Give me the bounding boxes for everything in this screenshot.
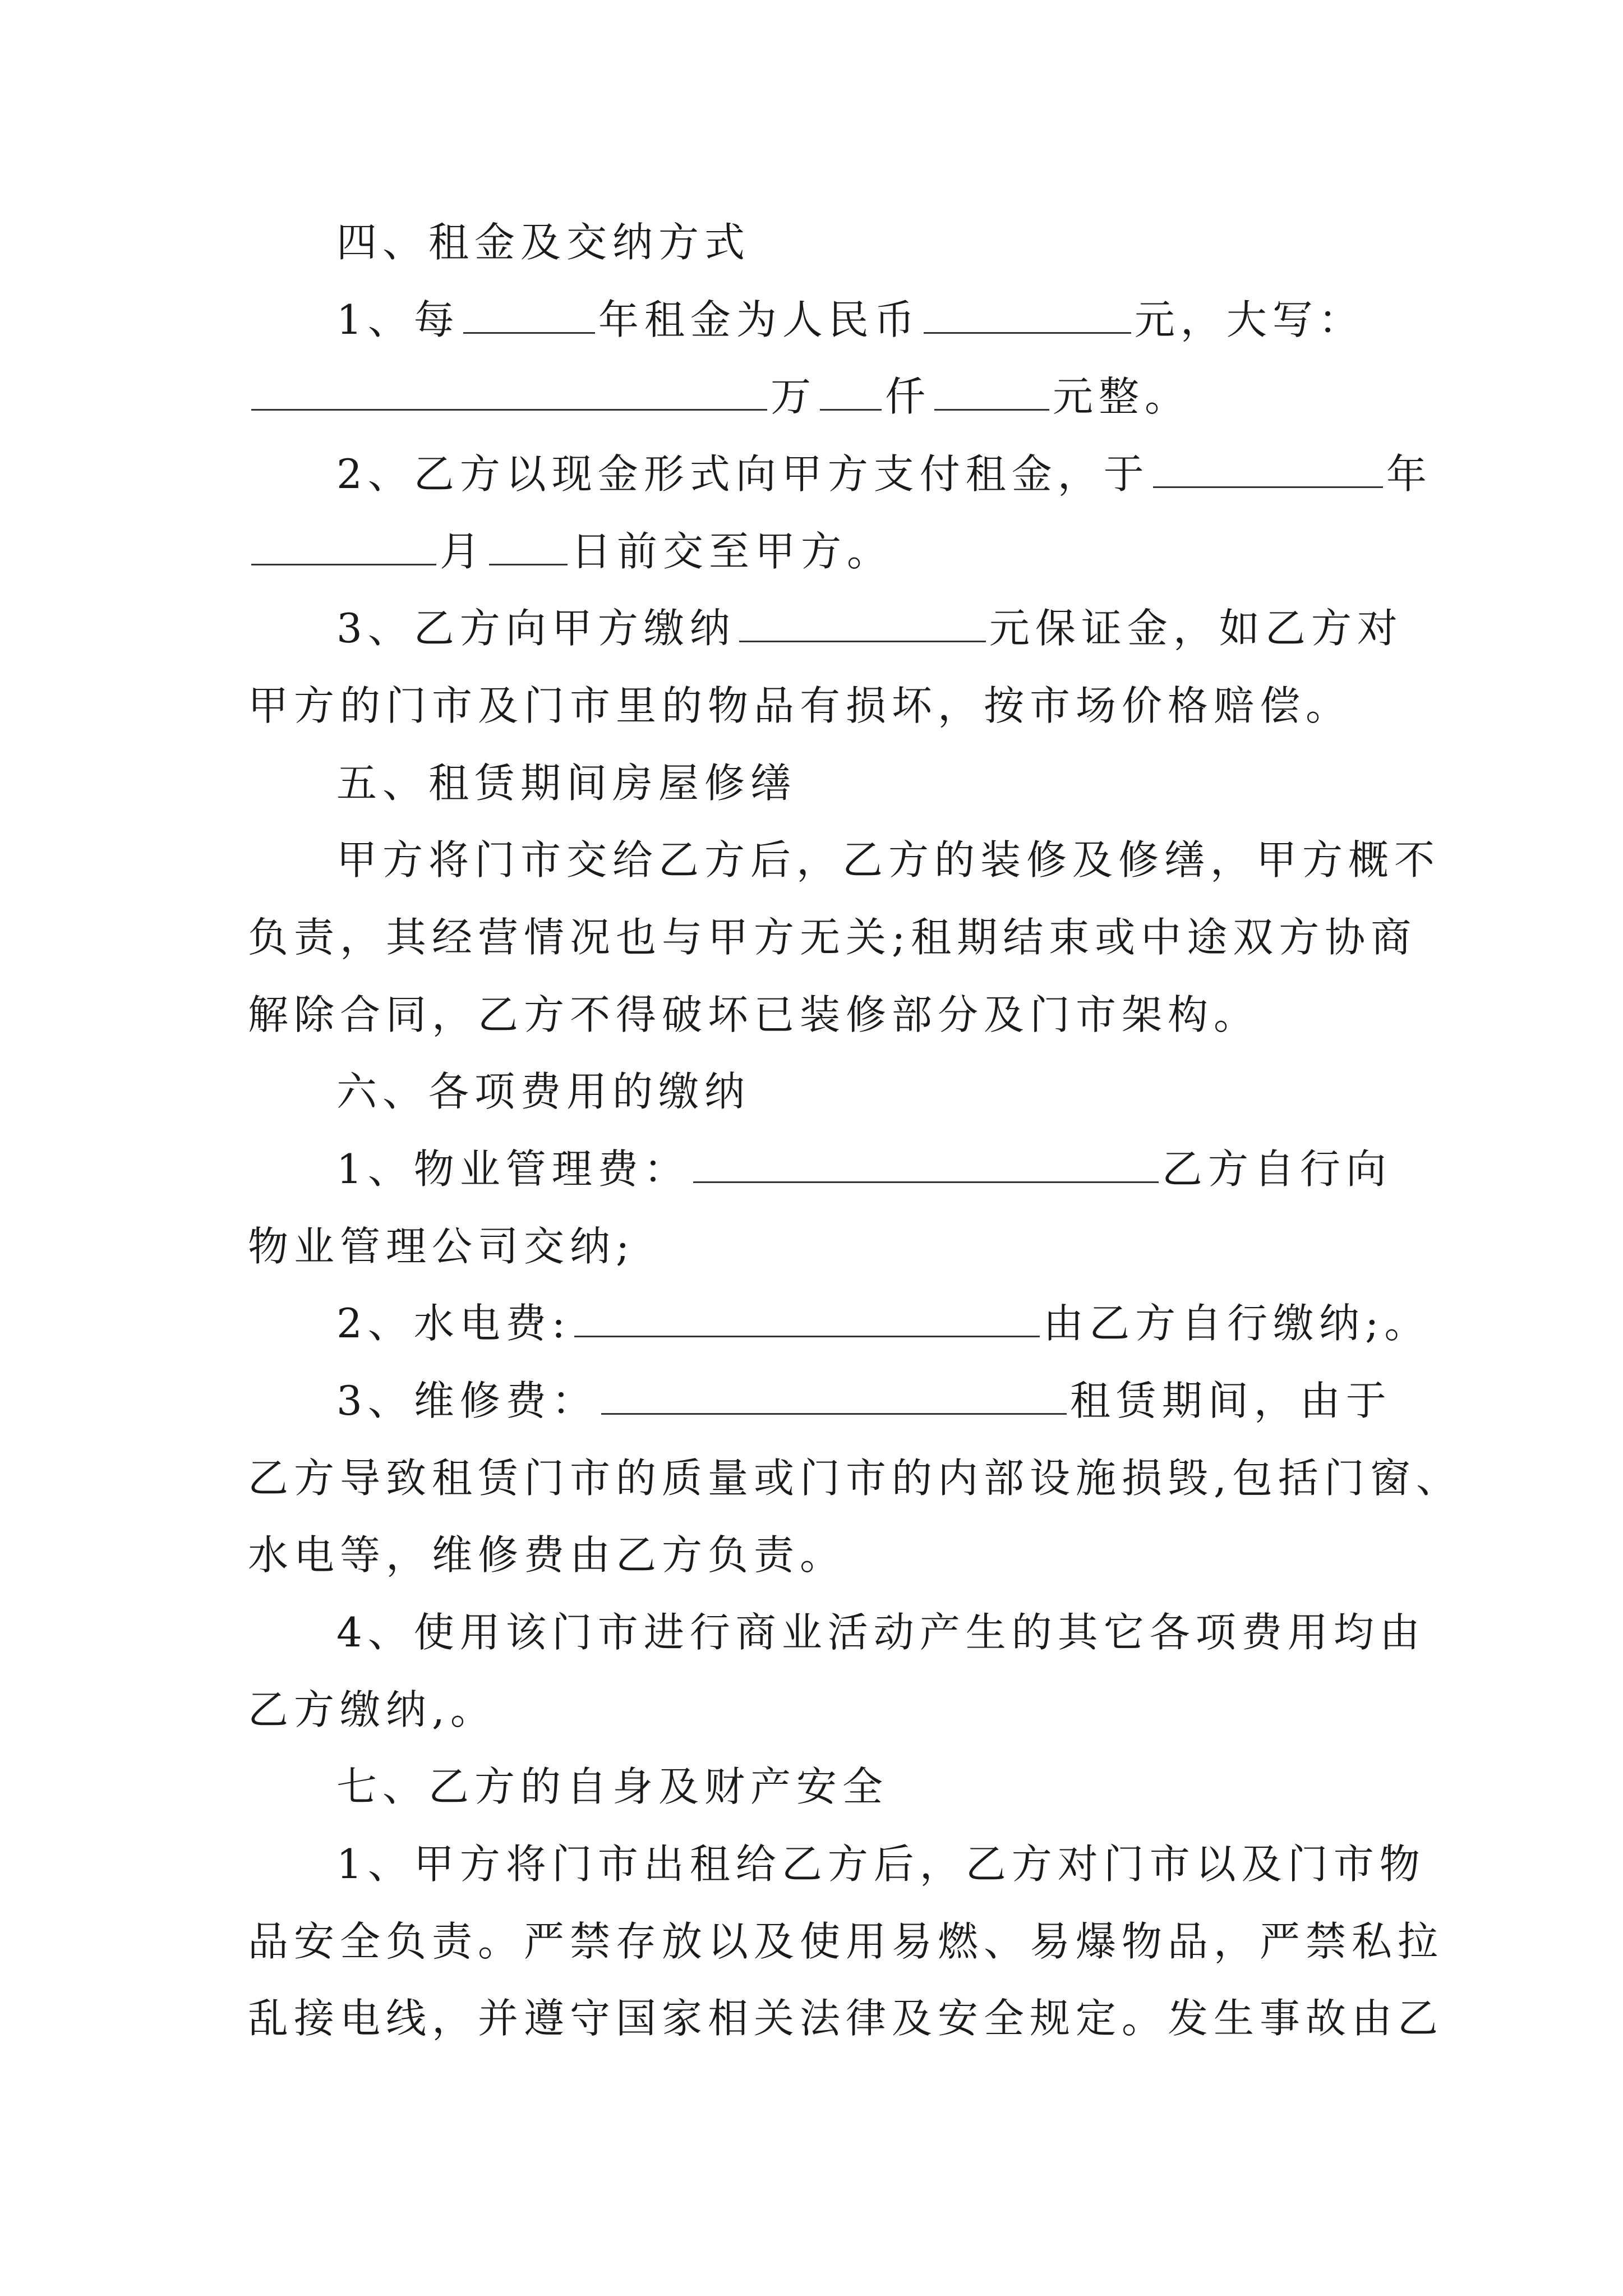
text-segment: 仟 (885, 373, 932, 420)
paragraph-line (248, 1207, 635, 1286)
paragraph-line (336, 1361, 1392, 1440)
section-heading (336, 744, 796, 822)
text-segment: 万 (771, 373, 817, 420)
text-segment: 品安全负责。严禁存放以及使用易燃、易爆物品，严禁私拉 (248, 1918, 1444, 1965)
text-segment: 元整。 (1053, 373, 1191, 420)
paragraph-line (336, 280, 1364, 359)
fill-in-blank (463, 297, 595, 334)
text-segment: 2、水电费: (336, 1300, 571, 1347)
text-segment: 年 (1386, 450, 1432, 498)
text-segment: 1、每 (336, 296, 460, 343)
section-heading (336, 1052, 750, 1131)
paragraph-line (248, 1671, 496, 1749)
text-segment: 七、乙方的自身及财产安全 (336, 1763, 889, 1810)
section-heading (336, 1747, 888, 1826)
fill-in-blank (601, 1378, 1067, 1415)
fill-in-blank (574, 1301, 1040, 1337)
text-segment: 解除合同，乙方不得破坏已装修部分及门市架构。 (248, 991, 1260, 1038)
text-segment: 4、使用该门市进行商业活动产生的其它各项费用均由 (336, 1609, 1426, 1656)
text-segment: 2、乙方以现金形式向甲方支付租金，于 (336, 450, 1150, 498)
text-segment: 1、物业管理费： (336, 1145, 690, 1193)
text-segment: 甲方将门市交给乙方后，乙方的装修及修缮，甲方概不 (336, 836, 1441, 884)
text-segment: 六、各项费用的缴纳 (336, 1068, 751, 1115)
paragraph-line (336, 435, 1432, 513)
text-segment: 乙方导致租赁门市的质量或门市的内部设施损毁,包括门窗、 (248, 1455, 1462, 1502)
fill-in-blank (251, 529, 436, 565)
paragraph-line (248, 1979, 1444, 2058)
paragraph-line (248, 1516, 846, 1594)
paragraph-line (248, 898, 1417, 977)
paragraph-line (336, 1284, 1430, 1363)
text-segment: 日前交至甲方。 (571, 528, 893, 575)
fill-in-blank (739, 606, 986, 642)
paragraph-line (248, 512, 893, 591)
paragraph-line (248, 1439, 1462, 1517)
paragraph-line (336, 1593, 1426, 1672)
paragraph-line (336, 1825, 1426, 1903)
text-segment: 1、甲方将门市出租给乙方后，乙方对门市以及门市物 (336, 1841, 1426, 1888)
paragraph-line (336, 1130, 1392, 1208)
fill-in-blank (693, 1147, 1159, 1183)
text-segment: 四、租金及交纳方式 (336, 219, 751, 266)
paragraph-line (248, 1902, 1444, 1981)
text-segment: 乙方自行向 (1161, 1145, 1392, 1193)
text-segment: 3、乙方向甲方缴纳 (336, 605, 736, 652)
paragraph-line (248, 976, 1260, 1054)
paragraph-line (248, 357, 1191, 436)
paragraph-line (248, 666, 1352, 745)
text-segment: 物业管理公司交纳; (248, 1223, 635, 1270)
text-segment: 乙方缴纳,。 (248, 1686, 496, 1733)
text-segment: 月 (440, 528, 486, 575)
fill-in-blank (251, 374, 767, 411)
text-segment: 元，大写： (1134, 296, 1364, 343)
text-segment: 元保证金，如乙方对 (989, 605, 1403, 652)
text-segment: 五、租赁期间房屋修缮 (336, 760, 797, 807)
paragraph-line (336, 821, 1440, 899)
text-segment: 年租金为人民币 (598, 296, 920, 343)
text-segment: 由乙方自行缴纳;。 (1043, 1300, 1431, 1347)
fill-in-blank (934, 374, 1049, 411)
text-segment: 租赁期间，由于 (1069, 1377, 1392, 1424)
section-heading (336, 203, 750, 282)
text-segment: 负责，其经营情况也与甲方无关;租期结束或中途双方协商 (248, 914, 1417, 961)
text-segment: 水电等，维修费由乙方负责。 (248, 1531, 846, 1579)
paragraph-line (336, 589, 1403, 668)
fill-in-blank (489, 529, 568, 565)
fill-in-blank (820, 374, 882, 411)
fill-in-blank (924, 297, 1131, 334)
text-segment: 3、维修费： (336, 1377, 598, 1424)
text-segment: 乱接电线，并遵守国家相关法律及安全规定。发生事故由乙 (248, 1995, 1444, 2042)
text-segment: 甲方的门市及门市里的物品有损坏，按市场价格赔偿。 (248, 682, 1352, 729)
fill-in-blank (1153, 452, 1383, 488)
